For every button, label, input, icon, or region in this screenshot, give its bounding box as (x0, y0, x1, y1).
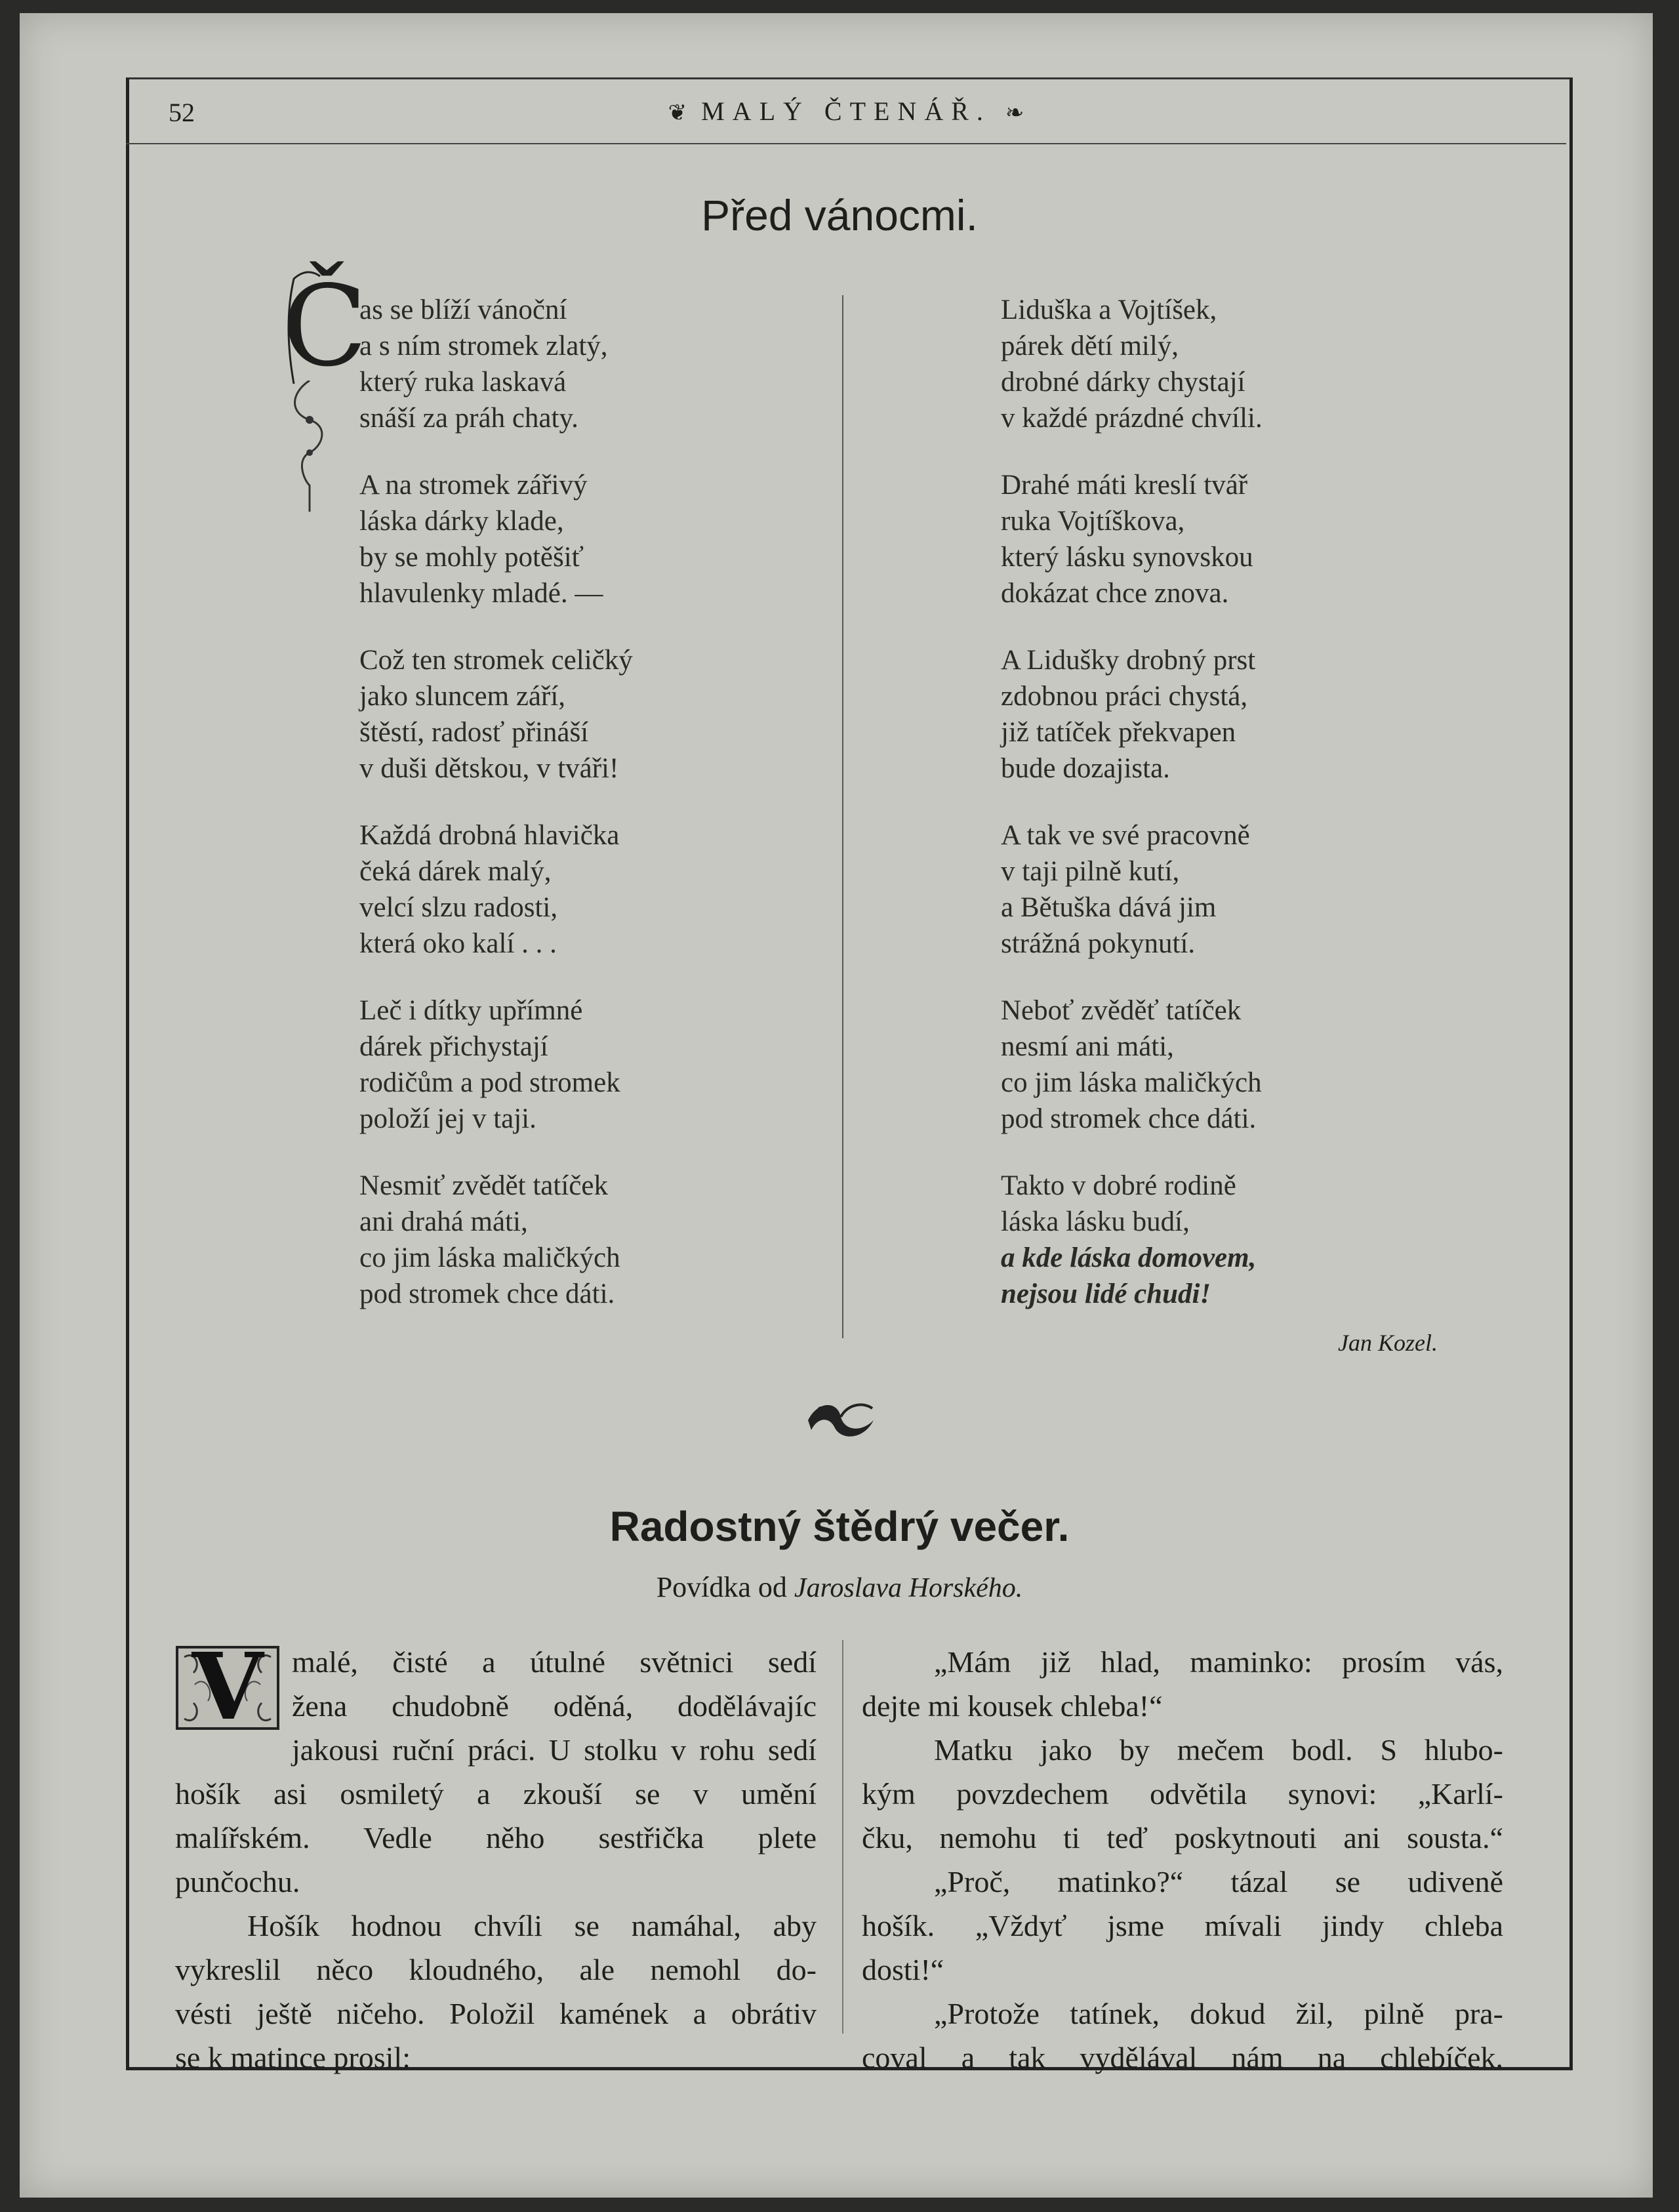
text-line: jakousi ruční práci. U stolku v rohu sedí (292, 1733, 817, 1767)
verse-line: by se mohly potěšiť (359, 542, 584, 573)
verse-line: láska dárky klade, (359, 506, 564, 537)
verse-line: která oko kalí . . . (359, 928, 557, 959)
verse-line: a s ním stromek zlatý, (359, 331, 608, 361)
verse-line: jako sluncem září, (359, 681, 566, 712)
verse-line: již tatíček překvapen (1001, 717, 1236, 748)
text-line: malé, čisté a útulné světnici sedí (292, 1645, 817, 1679)
byline-author: Jaroslava Horského. (794, 1573, 1023, 1603)
page-number: 52 (169, 98, 195, 127)
verse-line: co jim láska maličkých (359, 1242, 620, 1273)
verse-line: strážná pokynutí. (1001, 928, 1196, 959)
stanza (1001, 642, 1263, 787)
verse-line: který lásku synovskou (1001, 542, 1253, 573)
verse-line: dokázat chce znova. (1001, 578, 1229, 609)
text-line: Matku jako by mečem bodl. S hlubo- (934, 1733, 1503, 1767)
verse-line: štěstí, radosť přináší (359, 717, 589, 748)
text-line: dejte mi kousek chleba!“ (862, 1689, 1163, 1723)
drop-cap-letter: V (192, 1633, 264, 1741)
verse-line: v taji pilně kutí, (1001, 856, 1180, 887)
stanza (359, 817, 633, 962)
verse-line: v duši dětskou, v tváři! (359, 753, 619, 784)
story-title: Radostný štědrý večer. (609, 1503, 1070, 1550)
running-header (126, 84, 1566, 144)
journal-title: MALÝ ČTENÁŘ. (701, 96, 991, 126)
verse-line: snáší za práh chaty. (359, 403, 578, 434)
story-column-rule (842, 1640, 843, 2034)
ornament-left-icon: ❦ (668, 101, 687, 125)
stanza (359, 642, 633, 787)
verse-line: Leč i dítky upřímné (359, 995, 583, 1026)
poem-right-column (1001, 292, 1263, 1343)
story-drop-cap (175, 1633, 280, 1741)
verse-line: dárek přichystají (359, 1031, 548, 1062)
verse-line: pod stromek chce dáti. (1001, 1103, 1257, 1134)
verse-line-italic: a kde láska domovem, (1001, 1242, 1257, 1273)
verse-line: A Lidušky drobný prst (1001, 645, 1256, 676)
verse-line: láska lásku budí, (1001, 1206, 1190, 1237)
text-line: „Proč, matinko?“ tázal se udiveně (934, 1865, 1503, 1898)
story-paragraph (175, 1904, 817, 2079)
verse-line: hlavulenky mladé. — (359, 578, 603, 609)
final-stanza (1001, 1168, 1263, 1312)
verse-line: bude dozajista. (1001, 753, 1170, 784)
text-line: „Protože tatínek, dokud žil, pilně pra- (934, 1997, 1503, 2030)
text-line: punčochu. (175, 1865, 300, 1898)
text-line: malířském. Vedle něho sestřička plete (175, 1821, 817, 1854)
stanza (359, 292, 633, 436)
verse-line: ruka Vojtíškova, (1001, 506, 1185, 537)
story-paragraph (862, 1860, 1503, 1992)
verse-line: A na stromek zářivý (359, 470, 588, 501)
text-line: Hošík hodnou chvíli se namáhal, aby (247, 1909, 817, 1942)
drop-cap-flourish-icon (283, 380, 336, 512)
verse-line: Liduška a Vojtíšek, (1001, 295, 1217, 325)
poem-signature: Jan Kozel. (1338, 1330, 1438, 1356)
verse-line: Neboť zvěděť tatíček (1001, 995, 1242, 1026)
verse-line-italic: nejsou lidé chudi! (1001, 1279, 1211, 1309)
verse-line: Nesmiť zvědět tatíček (359, 1170, 608, 1201)
text-line: žena chudobně oděná, dodělávajíc (292, 1689, 817, 1723)
poem-column-rule (842, 295, 843, 1338)
verse-line: a Bětuška dává jim (1001, 892, 1217, 923)
verse-line: který ruka laskavá (359, 367, 567, 398)
story-paragraph (862, 1640, 1503, 1728)
story-byline (0, 1570, 1679, 1604)
text-line: hošík asi osmiletý a zkouší se v umění (175, 1777, 817, 1811)
poem-left-column (359, 292, 633, 1343)
verse-line: Každá drobná hlavička (359, 820, 620, 851)
text-line: coval a tak vydělával nám na chlebíček. (862, 2041, 1503, 2074)
text-line: hošík. „Vždyť jsme mívali jindy chleba (862, 1909, 1503, 1942)
fleuron-icon (801, 1394, 880, 1443)
verse-line: párek dětí milý, (1001, 331, 1179, 361)
verse-line: v každé prázdné chvíli. (1001, 403, 1263, 434)
verse-line: Drahé máti kreslí tvář (1001, 470, 1248, 501)
verse-line: Což ten stromek celičký (359, 645, 633, 676)
stanza (359, 1168, 633, 1312)
story-right-column (862, 1640, 1503, 2079)
verse-line: položí jej v taji. (359, 1103, 536, 1134)
stanza (359, 993, 633, 1137)
story-paragraph (862, 1992, 1503, 2079)
verse-line: zdobnou práci chystá, (1001, 681, 1248, 712)
stanza (1001, 993, 1263, 1137)
verse-line: pod stromek chce dáti. (359, 1279, 615, 1309)
stanza (1001, 817, 1263, 962)
verse-line: čeká dárek malý, (359, 856, 552, 887)
text-line: dosti!“ (862, 1953, 944, 1986)
text-line: čku, nemohu ti teď poskytnouti ani sousta.“ (862, 1821, 1503, 1854)
poem-title: Před vánocmi. (701, 191, 978, 239)
text-line: vykreslil něco kloudného, ale nemohl do- (175, 1953, 817, 1986)
verse-line: co jim láska maličkých (1001, 1067, 1262, 1098)
verse-line: velcí slzu radosti, (359, 892, 558, 923)
text-line: kým povzdechem odvětila synovi: „Karlí- (862, 1777, 1503, 1811)
running-title (126, 96, 1566, 127)
ornament-right-icon: ❧ (1005, 101, 1024, 125)
verse-line: drobné dárky chystají (1001, 367, 1245, 398)
stanza (359, 467, 633, 611)
text-line: vésti ještě ničeho. Položil kamének a obrátiv (175, 1997, 817, 2030)
stanza (1001, 292, 1263, 436)
poem-drop-cap (281, 259, 368, 392)
verse-line: ani drahá máti, (359, 1206, 528, 1237)
verse-line: Takto v dobré rodině (1001, 1170, 1236, 1201)
drop-cap-letter: Č (282, 262, 368, 392)
stanza (1001, 467, 1263, 611)
text-line: se k matince prosil: (175, 2041, 411, 2074)
text-line: „Mám již hlad, maminko: prosím vás, (934, 1645, 1503, 1679)
verse-line: nesmí ani máti, (1001, 1031, 1174, 1062)
story-left-column (175, 1633, 817, 2079)
story-paragraph (862, 1728, 1503, 1860)
byline-prefix: Povídka od (656, 1571, 787, 1603)
verse-line: as se blíží vánoční (359, 295, 567, 325)
verse-line: A tak ve své pracovně (1001, 820, 1250, 851)
verse-line: rodičům a pod stromek (359, 1067, 620, 1098)
